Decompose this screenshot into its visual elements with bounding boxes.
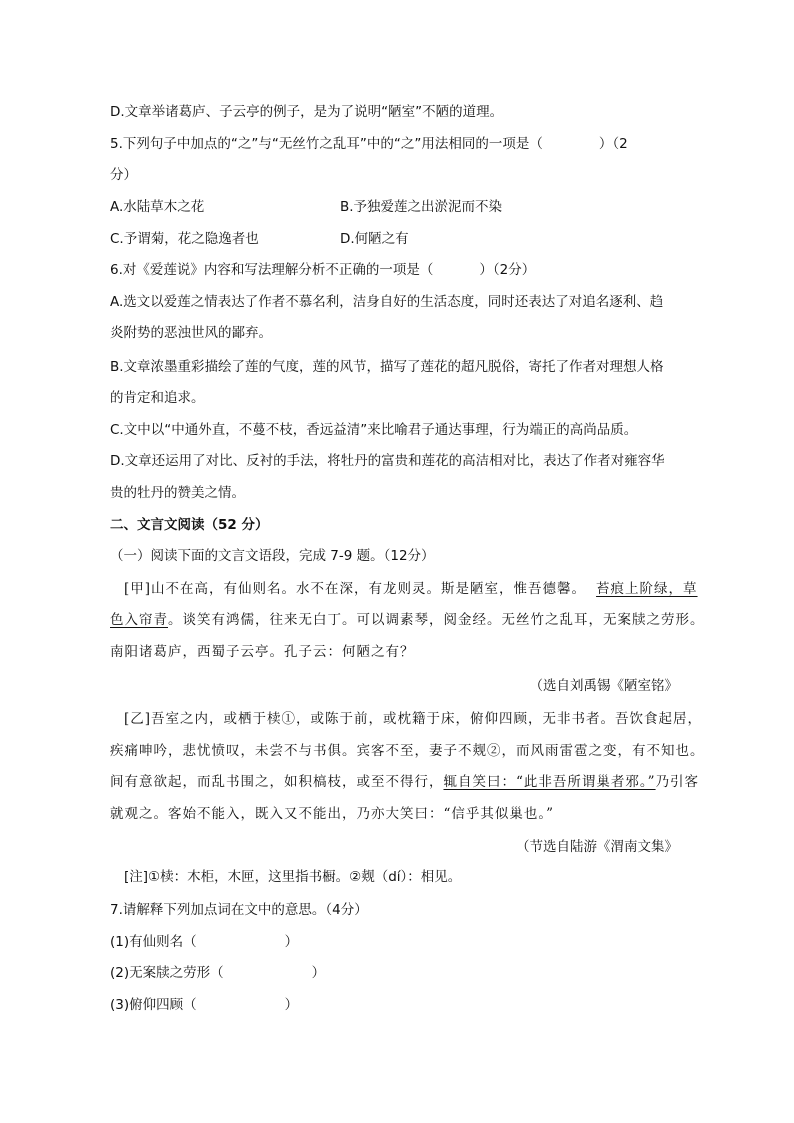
q7-item-2-text: (2)无案牍之劳形（: [110, 965, 224, 981]
passage-yi-source: （节选自陆游《渭南文集》: [516, 839, 678, 855]
q7-item-1: [110, 932, 298, 952]
q7-item-2: [110, 963, 325, 983]
section-heading-classical: 二、文言文阅读（52 分）: [110, 517, 269, 533]
passage-yi-line3: [110, 772, 699, 792]
q7-item-1-close: ）: [284, 934, 299, 950]
passage-jia-underlined-end: 色入帘青: [110, 612, 168, 628]
passage-yi-underlined: 辄自笑曰：“此非吾所谓巢者邪。”: [443, 774, 656, 790]
q6-option-d-line1: D.文章还运用了对比、反衬的手法，将牡丹的富贵和莲花的高洁相对比，表达了作者对雍容华: [110, 453, 665, 469]
passage-yi-text: 间有意欲起，而乱书围之，如积槁枝，或至不得行，: [110, 774, 444, 790]
passage-jia-line3: 南阳诸葛庐，西蜀子云亭。孔子云：何陋之有？: [110, 644, 415, 660]
passage-yi-line1: [乙]吾室之内，或栖于椟①，或陈于前，或枕籍于床，俯仰四顾，无非书者。吾饮食起居，: [124, 711, 703, 727]
passage-jia-line2: [110, 610, 705, 630]
q7-stem: 7.请解释下列加点词在文中的意思。（4分）: [110, 902, 368, 918]
q5-score: ）（2: [598, 136, 628, 152]
q6-option-b-line1: B.文章浓墨重彩描绘了莲的气度，莲的风节，描写了莲花的超凡脱俗，寄托了作者对理想人格: [110, 359, 664, 375]
q5-option-a: A.水陆草木之花: [110, 199, 205, 215]
q6-option-a-line1: A.选文以爱莲之情表达了作者不慕名利，洁身自好的生活态度，同时还表达了对追名逐利、趋: [110, 294, 664, 310]
q7-item-3: [110, 995, 298, 1015]
q5-option-b: B.予独爱莲之出淤泥而不染: [340, 199, 503, 215]
q5-stem-text: 5.下列句子中加点的“之”与“无丝竹之乱耳”中的“之”用法相同的一项是（: [110, 136, 543, 152]
q6-option-b-line2: 的肯定和追求。: [110, 390, 205, 406]
q5-option-c: C.予谓菊，花之隐逸者也: [110, 231, 259, 247]
passage-jia-text: [甲]山不在高，有仙则名。水不在深，有龙则灵。斯是陋室，惟吾德馨。: [124, 581, 587, 597]
q6-stem-text: 6.对《爱莲说》内容和写法理解分析不正确的一项是（: [110, 262, 434, 278]
passage-jia-text: 。谈笑有鸿儒，往来无白丁。可以调素琴，阅金经。无丝竹之乱耳，无案牍之劳形。: [168, 612, 705, 628]
passage-yi-text: 乃引客: [655, 774, 700, 790]
q6-stem: [110, 260, 535, 280]
q5-option-d: D.何陋之有: [340, 231, 409, 247]
passage-jia-line1: [124, 579, 698, 599]
part1-instruction: （一）阅读下面的文言文语段，完成 7-9 题。（12分）: [110, 548, 435, 564]
q7-item-1-text: (1)有仙则名（: [110, 934, 197, 950]
q6-score: ）（2分）: [479, 262, 536, 278]
q6-option-c: C.文中以“中通外直，不蔓不枝，香远益清”来比喻君子通达事理，行为端正的高尚品质。: [110, 422, 638, 438]
q5-stem-line2: 分）: [110, 167, 137, 183]
annotation-note: [注]①椟：木柜，木匣，这里指书橱。②觌（dí）：相见。: [124, 869, 462, 885]
q7-item-3-text: (3)俯仰四顾（: [110, 997, 197, 1013]
passage-yi-line2: 疾痛呻吟，悲忧愤叹，未尝不与书俱。宾客不至，妻子不觌②，而风雨雷雹之变，有不知也。: [110, 743, 705, 759]
q6-option-d-line2: 贵的牡丹的赞美之情。: [110, 485, 245, 501]
passage-yi-line4: 就观之。客始不能入，既入又不能出，乃亦大笑曰：“信乎其似巢也。”: [110, 806, 555, 822]
q7-item-3-close: ）: [284, 997, 299, 1013]
q5-stem-line1: [110, 134, 628, 154]
q7-item-2-close: ）: [311, 965, 326, 981]
q4-option-d: D.文章举诸葛庐、子云亭的例子，是为了说明“陋室”不陋的道理。: [110, 104, 504, 120]
passage-jia-source: （选自刘禹锡《陋室铭》: [529, 678, 678, 694]
passage-jia-underlined: 苔痕上阶绿，草: [596, 581, 698, 597]
q6-option-a-line2: 炎附势的恶浊世风的鄙弃。: [110, 325, 272, 341]
